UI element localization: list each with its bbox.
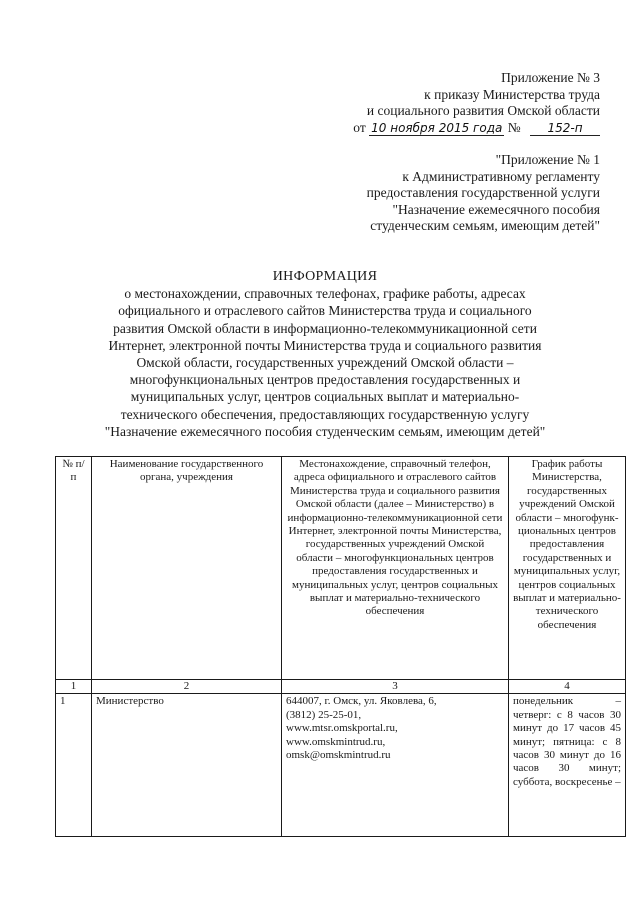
address-line: 644007, г. Омск, ул. Яковлева, 6, bbox=[286, 695, 437, 708]
annex-3-ministry-line: и социального развития Омской области bbox=[366, 103, 600, 118]
column-number: 3 bbox=[282, 680, 509, 694]
title-line: технического обеспечения, предоставляющих государственную услугу bbox=[120, 406, 530, 422]
table-row bbox=[56, 694, 626, 837]
document-heading: ИНФОРМАЦИЯ bbox=[272, 269, 378, 284]
title-line: Омской области, государственных учреждений Омской области – bbox=[136, 355, 514, 371]
annex-1-header bbox=[367, 152, 600, 235]
phone-line: (3812) 25-25-01, bbox=[286, 708, 362, 721]
row-schedule: понедельник – четверг: с 8 часов 30 минут до 17 часов 45 минут; пятница: с 8 часов 30 минут до 16 часов 30 минут; суббота, воскресенье – bbox=[509, 694, 626, 837]
annex-1-service-line: предоставления государственной услуги bbox=[366, 185, 600, 200]
annex-1-service-name-line-1: "Назначение ежемесячного пособия bbox=[392, 201, 600, 217]
column-number: 4 bbox=[509, 680, 626, 694]
info-table bbox=[55, 456, 626, 837]
title-line: многофункциональных центров предоставления государственных и bbox=[129, 372, 521, 388]
header-schedule: График работы Министерства, государственных учреждений Омской области – многофункциональных центров предоставления государственных и муниципальных услуг, центров социальных выплат и материально-технического обеспечения bbox=[509, 457, 626, 680]
annex-3-title: Приложение № 3 bbox=[501, 70, 600, 85]
website-link[interactable]: www.omskmintrud.ru, bbox=[286, 735, 386, 748]
row-name: Министерство bbox=[92, 694, 282, 837]
header-location: Местонахождение, справочный телефон, адреса официального и отраслевого сайтов Министерства труда и социального развития Омской области (далее – Министерство) в информационно-телекоммуникационной сети Интернет, электронной почты Министерства, государственных учреждений Омской области – многофункциональных центров предоставления государственных и муниципальных услуг, центров социальных выплат и материально-технического обеспечения bbox=[282, 457, 509, 680]
title-line: Интернет, электронной почты Министерства труда и социального развития bbox=[108, 337, 542, 353]
column-number: 2 bbox=[92, 680, 282, 694]
handwritten-number: 152-п bbox=[530, 121, 600, 136]
title-line: развития Омской области в информационно-телекоммуникационной сети bbox=[113, 320, 537, 336]
number-label: № bbox=[507, 119, 521, 135]
title-line: официального и отраслевого сайтов Министерства труда и социального bbox=[118, 303, 532, 319]
annex-3-date-line bbox=[353, 120, 600, 137]
annex-1-title: "Приложение № 1 bbox=[495, 152, 600, 167]
annex-1-service-name-line-2: студенческим семьям, имеющим детей" bbox=[370, 218, 600, 233]
document-title-block bbox=[60, 268, 590, 440]
email-link[interactable]: omsk@omskmintrud.ru bbox=[286, 749, 391, 762]
annex-3-order-line: к приказу Министерства труда bbox=[424, 86, 600, 102]
website-link[interactable]: www.mtsr.omskportal.ru, bbox=[286, 722, 398, 735]
column-number: 1 bbox=[56, 680, 92, 694]
handwritten-date: 10 ноября 2015 года bbox=[371, 120, 503, 135]
title-line: муниципальных услуг, центров социальных выплат и материально- bbox=[130, 389, 520, 405]
header-number: № п/п bbox=[56, 457, 92, 680]
row-address bbox=[282, 694, 509, 837]
title-line: "Назначение ежемесячного пособия студенческим семьям, имеющим детей" bbox=[104, 423, 546, 439]
header-name: Наименование государственного органа, учреждения bbox=[92, 457, 282, 680]
annex-1-regulation-line: к Административному регламенту bbox=[402, 168, 600, 184]
title-line: о местонахождении, справочных телефонах, графике работы, адресах bbox=[124, 286, 526, 302]
annex-3-header bbox=[353, 70, 600, 136]
table-header-row bbox=[56, 457, 626, 680]
row-number: 1 bbox=[56, 694, 92, 837]
from-label: от bbox=[353, 119, 366, 135]
column-number-row bbox=[56, 680, 626, 694]
